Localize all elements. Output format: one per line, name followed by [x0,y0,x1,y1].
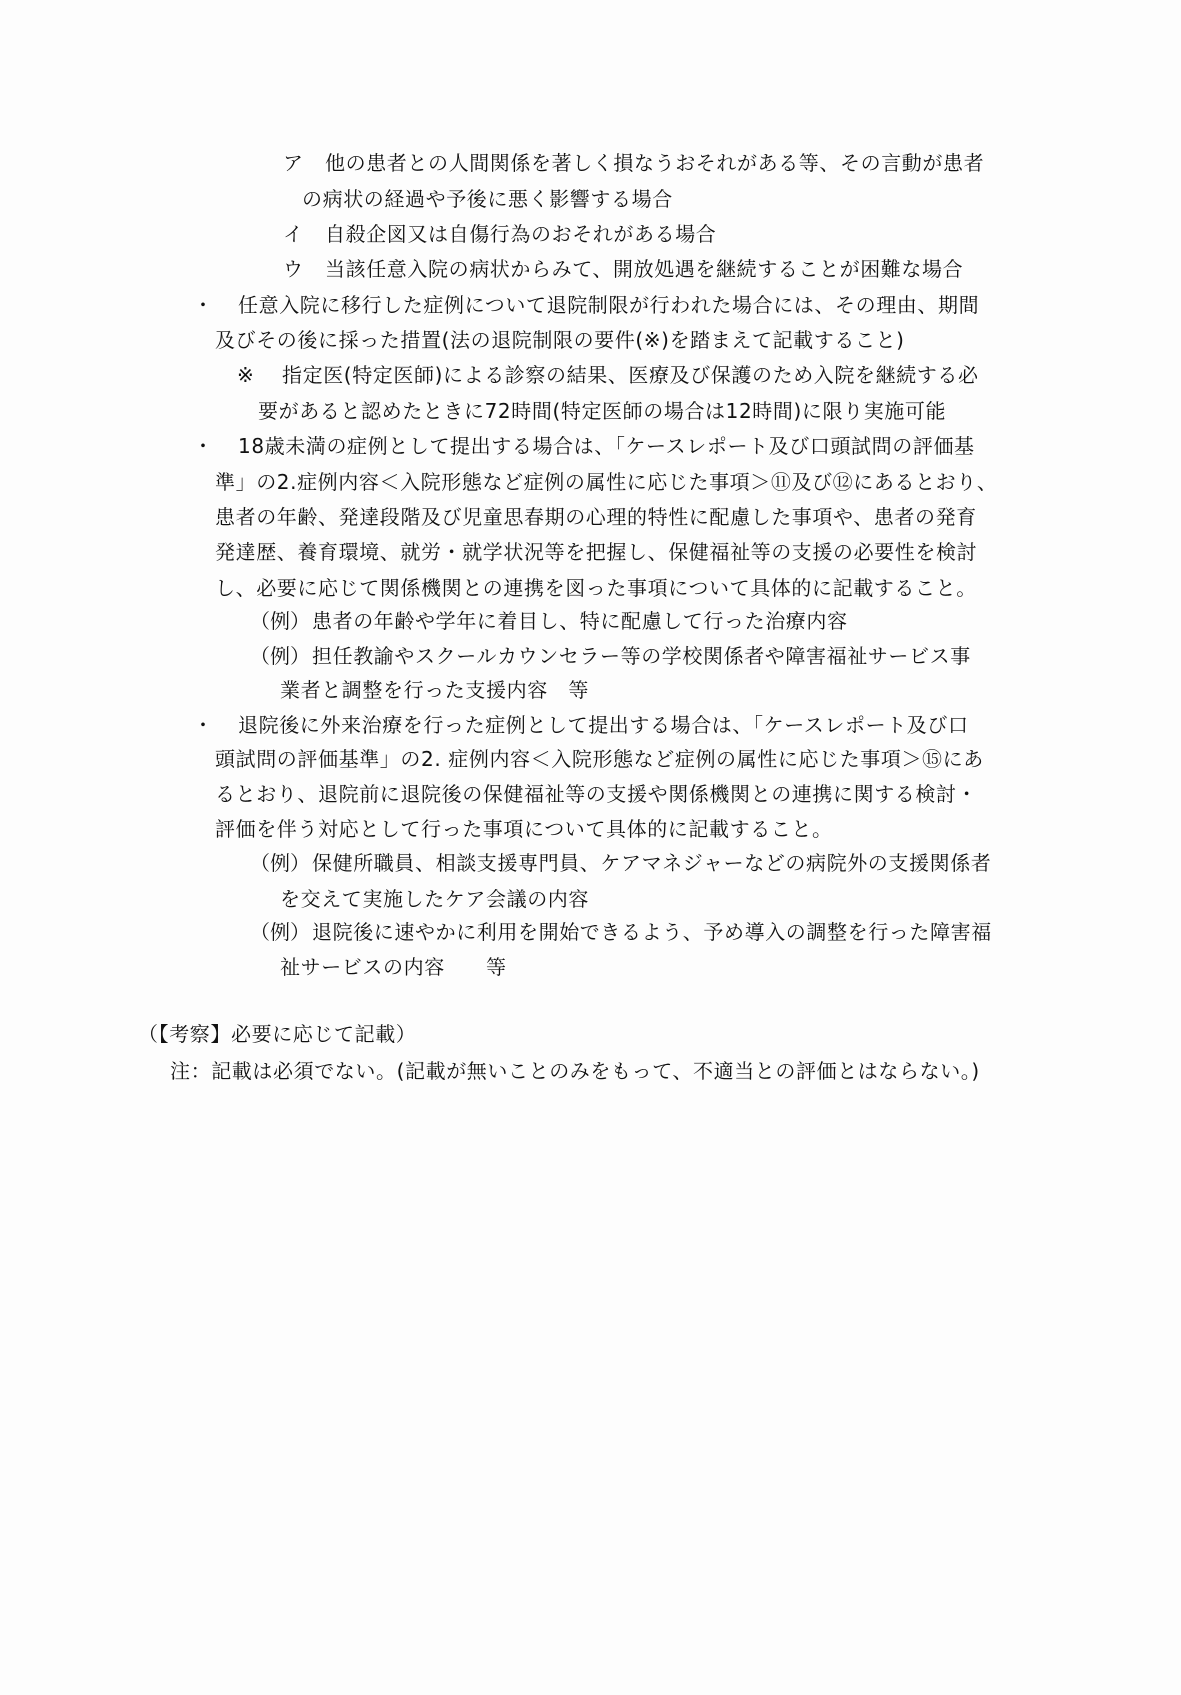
example-line: 保健所職員、相談支援専門員、ケアマネジャーなどの病院外の支援関係者 [312,851,992,875]
text-line: 自殺企図又は自傷行為のおそれがある場合 [325,222,717,246]
reference-mark-icon: ※ [237,363,254,387]
example-line: 業者と調整を行った支援内容 等 [280,678,589,702]
note-line: 要があると認めたときに72時間(特定医師の場合は12時間)に限り実施可能 [258,399,947,423]
example-label: （例） [250,851,310,875]
bullet-icon: ・ [193,713,213,737]
text-line: 当該任意入院の病状からみて、開放処遇を継続することが困難な場合 [325,257,964,281]
consideration-heading: （【考察】必要に応じて記載） [138,1022,417,1046]
example-line: を交えて実施したケア会議の内容 [280,887,589,911]
text-line: 準」の2.症例内容＜入院形態など症例の属性に応じた事項＞⑪及び⑫にあるとおり、 [215,470,998,494]
text-line: の病状の経過や予後に悪く影響する場合 [302,187,673,211]
note-line: 指定医(特定医師)による診察の結果、医療及び保護のため入院を継続する必 [282,363,979,387]
text-line: 及びその後に採った措置(法の退院制限の要件(※)を踏まえて記載すること) [215,328,905,352]
text-line: 評価を伴う対応として行った事項について具体的に記載すること。 [215,817,833,841]
example-line: 患者の年齢や学年に着目し、特に配慮して行った治療内容 [312,609,848,633]
text-line: 頭試問の評価基準」の2. 症例内容＜入院形態など症例の属性に応じた事項＞⑮にあ [215,747,984,771]
text-line: 患者の年齢、発達段階及び児童思春期の心理的特性に配慮した事項や、患者の発育 [215,505,977,529]
text-line: 発達歴、養育環境、就労・就学状況等を把握し、保健福祉等の支援の必要性を検討 [215,540,978,564]
bullet-icon: ・ [193,434,213,458]
consideration-note: 注：記載は必須でない。(記載が無いことのみをもって、不適当との評価とはならない。) [170,1059,980,1083]
text-line: 18歳未満の症例として提出する場合は、「ケースレポート及び口頭試問の評価基 [238,434,975,458]
item-marker-u: ウ [283,257,303,281]
text-line: 任意入院に移行した症例について退院制限が行われた場合には、その理由、期間 [238,293,980,317]
text-line: るとおり、退院前に退院後の保健福祉等の支援や関係機関との連携に関する検討・ [215,782,978,806]
text-line: 退院後に外来治療を行った症例として提出する場合は、「ケースレポート及び口 [238,713,969,737]
example-line: 祉サービスの内容 等 [280,955,507,979]
example-label: （例） [250,644,310,668]
example-label: （例） [250,920,310,944]
item-marker-a: ア [283,151,303,175]
example-label: （例） [250,609,310,633]
example-line: 退院後に速やかに利用を開始できるよう、予め導入の調整を行った障害福 [312,920,992,944]
text-line: し、必要に応じて関係機関との連携を図った事項について具体的に記載すること。 [215,576,977,600]
example-line: 担任教諭やスクールカウンセラー等の学校関係者や障害福祉サービス事 [312,644,971,668]
item-marker-i: イ [283,222,303,246]
bullet-icon: ・ [193,293,213,317]
text-line: 他の患者との人間関係を著しく損なうおそれがある等、その言動が患者 [325,151,985,175]
